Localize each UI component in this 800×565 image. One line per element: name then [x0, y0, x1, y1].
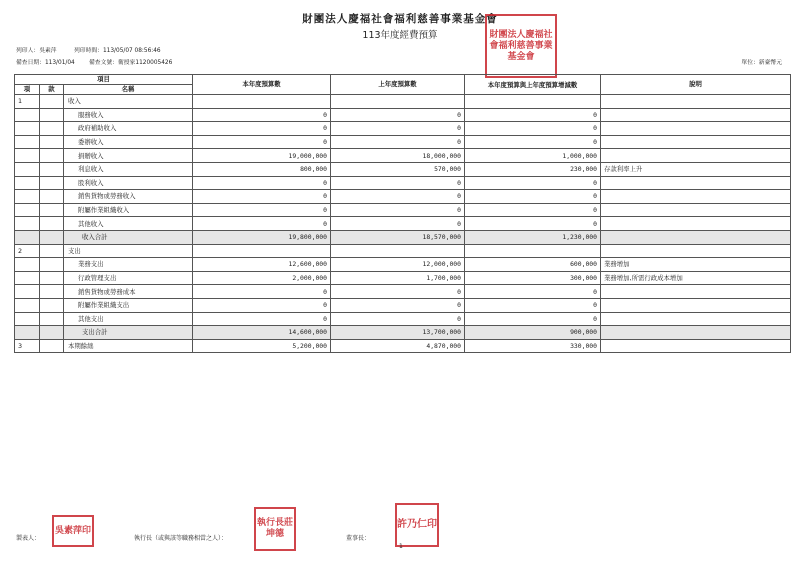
row-note [601, 149, 791, 163]
row-item [15, 217, 40, 231]
row-note [601, 190, 791, 204]
row-sub [40, 95, 64, 109]
row-previous: 0 [331, 217, 465, 231]
row-diff: 0 [465, 135, 601, 149]
row-current [193, 95, 331, 109]
row-diff: 230,000 [465, 162, 601, 176]
row-diff: 600,000 [465, 258, 601, 272]
row-previous: 0 [331, 122, 465, 136]
row-previous: 12,000,000 [331, 258, 465, 272]
row-item [15, 271, 40, 285]
row-name: 其他收入 [64, 217, 193, 231]
row-note: 業務增加,所需行政成本增加 [601, 271, 791, 285]
row-current: 800,000 [193, 162, 331, 176]
row-current: 0 [193, 203, 331, 217]
table-row [15, 244, 791, 258]
row-diff: 0 [465, 176, 601, 190]
row-note [601, 230, 791, 244]
row-item [15, 203, 40, 217]
row-diff: 0 [465, 217, 601, 231]
header-name: 名稱 [64, 85, 193, 95]
filing-date: 備查日期：113/01/04 [16, 60, 75, 66]
budget-table [14, 74, 791, 353]
row-note [601, 135, 791, 149]
row-sub [40, 271, 64, 285]
row-note: 業務增加 [601, 258, 791, 272]
header-diff: 本年度預算與上年度預算增減數 [465, 75, 601, 95]
row-diff: 0 [465, 312, 601, 326]
table-row [15, 176, 791, 190]
row-previous: 18,570,000 [331, 230, 465, 244]
filing-doc-number: 備查文號：衛授家1120005426 [89, 60, 173, 66]
row-note [601, 326, 791, 340]
row-name: 收入 [64, 95, 193, 109]
header-note: 說明 [601, 75, 791, 95]
row-sub [40, 217, 64, 231]
row-previous: 0 [331, 285, 465, 299]
row-previous: 0 [331, 203, 465, 217]
row-previous: 0 [331, 108, 465, 122]
row-current: 0 [193, 108, 331, 122]
row-sub [40, 149, 64, 163]
row-current: 0 [193, 190, 331, 204]
row-previous: 0 [331, 298, 465, 312]
row-name: 政府補助收入 [64, 122, 193, 136]
row-diff: 1,000,000 [465, 149, 601, 163]
row-note: 存款利率上升 [601, 162, 791, 176]
row-note [601, 217, 791, 231]
row-current: 19,800,000 [193, 230, 331, 244]
table-row [15, 149, 791, 163]
row-previous: 13,700,000 [331, 326, 465, 340]
row-name: 銷售貨物或勞務收入 [64, 190, 193, 204]
row-sub [40, 339, 64, 353]
row-sub [40, 135, 64, 149]
printer-label: 列印人：吳素萍 [16, 48, 57, 54]
row-sub [40, 298, 64, 312]
document-subtitle: 113年度經費預算 [362, 30, 438, 41]
row-name: 支出 [64, 244, 193, 258]
row-name: 委辦收入 [64, 135, 193, 149]
row-item: 3 [15, 339, 40, 353]
row-current: 0 [193, 312, 331, 326]
row-note [601, 176, 791, 190]
row-note [601, 244, 791, 258]
preparer-seal-text: 吳素萍印 [54, 526, 91, 536]
row-name: 股利收入 [64, 176, 193, 190]
header-sub: 款 [40, 85, 64, 95]
row-current: 5,200,000 [193, 339, 331, 353]
header-current: 本年度預算數 [193, 75, 331, 95]
preparer-seal [52, 515, 94, 547]
row-note [601, 108, 791, 122]
row-current: 14,600,000 [193, 326, 331, 340]
chairman-seal [395, 503, 439, 547]
row-sub [40, 203, 64, 217]
executive-seal [254, 507, 296, 551]
row-sub [40, 162, 64, 176]
row-item [15, 176, 40, 190]
row-note [601, 312, 791, 326]
row-diff: 0 [465, 203, 601, 217]
document-title: 財團法人慶福社會福利慈善事業基金會 [302, 13, 498, 25]
row-current: 0 [193, 122, 331, 136]
table-row [15, 326, 791, 340]
row-current: 0 [193, 298, 331, 312]
row-note [601, 339, 791, 353]
table-row [15, 135, 791, 149]
row-diff: 300,000 [465, 271, 601, 285]
row-sub [40, 122, 64, 136]
row-current: 0 [193, 135, 331, 149]
row-previous: 0 [331, 135, 465, 149]
row-item [15, 326, 40, 340]
row-name: 捐贈收入 [64, 149, 193, 163]
row-diff [465, 244, 601, 258]
row-sub [40, 190, 64, 204]
table-row [15, 298, 791, 312]
row-current: 0 [193, 176, 331, 190]
row-name: 收入合計 [64, 230, 193, 244]
row-diff: 1,230,000 [465, 230, 601, 244]
row-current: 2,000,000 [193, 271, 331, 285]
row-name: 行政管理支出 [64, 271, 193, 285]
table-row [15, 258, 791, 272]
budget-rows [15, 95, 791, 353]
row-previous: 18,000,000 [331, 149, 465, 163]
executive-label: 執行長（或與該等職務相當之人）： [134, 535, 228, 542]
header-item-group: 項目 [15, 75, 193, 85]
row-previous: 570,000 [331, 162, 465, 176]
row-current: 19,000,000 [193, 149, 331, 163]
row-current [193, 244, 331, 258]
table-row [15, 108, 791, 122]
row-note [601, 203, 791, 217]
row-note [601, 298, 791, 312]
row-name: 利息收入 [64, 162, 193, 176]
row-item [15, 312, 40, 326]
row-diff: 900,000 [465, 326, 601, 340]
row-name: 其他支出 [64, 312, 193, 326]
table-row [15, 95, 791, 109]
row-previous: 0 [331, 176, 465, 190]
currency-unit: 單位：新臺幣元 [741, 60, 782, 66]
chairman-label: 董事長： [346, 535, 371, 542]
table-row [15, 217, 791, 231]
row-note [601, 285, 791, 299]
row-item [15, 190, 40, 204]
row-previous: 0 [331, 190, 465, 204]
header-item: 項 [15, 85, 40, 95]
row-sub [40, 108, 64, 122]
row-diff: 330,000 [465, 339, 601, 353]
table-row [15, 271, 791, 285]
preparer-label: 製表人： [16, 535, 41, 542]
row-name: 本期餘絀 [64, 339, 193, 353]
row-name: 業務支出 [64, 258, 193, 272]
foundation-seal-text: 財團法人慶福社會福利慈善事業基金會 [489, 29, 553, 62]
table-row [15, 339, 791, 353]
row-name: 附屬作業組織收入 [64, 203, 193, 217]
table-row [15, 312, 791, 326]
row-sub [40, 258, 64, 272]
row-sub [40, 230, 64, 244]
row-item [15, 230, 40, 244]
row-item [15, 298, 40, 312]
row-sub [40, 326, 64, 340]
executive-seal-text: 執行長莊坤德 [256, 518, 293, 539]
table-row [15, 122, 791, 136]
row-diff: 0 [465, 190, 601, 204]
row-item [15, 108, 40, 122]
row-name: 銷售貨物或勞務成本 [64, 285, 193, 299]
row-sub [40, 176, 64, 190]
row-current: 0 [193, 285, 331, 299]
row-diff: 0 [465, 108, 601, 122]
row-sub [40, 285, 64, 299]
row-item [15, 149, 40, 163]
row-previous [331, 244, 465, 258]
row-item: 2 [15, 244, 40, 258]
chairman-seal-text: 許乃仁印 [397, 519, 437, 530]
row-previous: 0 [331, 312, 465, 326]
table-row [15, 203, 791, 217]
row-diff: 0 [465, 122, 601, 136]
row-previous [331, 95, 465, 109]
row-sub [40, 312, 64, 326]
row-diff: 0 [465, 298, 601, 312]
row-name: 支出合計 [64, 326, 193, 340]
row-item [15, 135, 40, 149]
row-item [15, 162, 40, 176]
row-sub [40, 244, 64, 258]
row-diff [465, 95, 601, 109]
table-row [15, 230, 791, 244]
row-item [15, 122, 40, 136]
row-diff: 0 [465, 285, 601, 299]
row-name: 服務收入 [64, 108, 193, 122]
foundation-seal [485, 14, 557, 78]
row-note [601, 95, 791, 109]
row-current: 0 [193, 217, 331, 231]
row-previous: 4,870,000 [331, 339, 465, 353]
row-item [15, 258, 40, 272]
table-row [15, 190, 791, 204]
row-item [15, 285, 40, 299]
row-note [601, 122, 791, 136]
print-time: 列印時間：113/05/07 08:56:46 [74, 48, 161, 54]
row-previous: 1,700,000 [331, 271, 465, 285]
table-row [15, 162, 791, 176]
row-current: 12,600,000 [193, 258, 331, 272]
row-name: 附屬作業組織支出 [64, 298, 193, 312]
row-item: 1 [15, 95, 40, 109]
header-previous: 上年度預算數 [331, 75, 465, 95]
page-number: 1 [399, 543, 403, 550]
table-row [15, 285, 791, 299]
